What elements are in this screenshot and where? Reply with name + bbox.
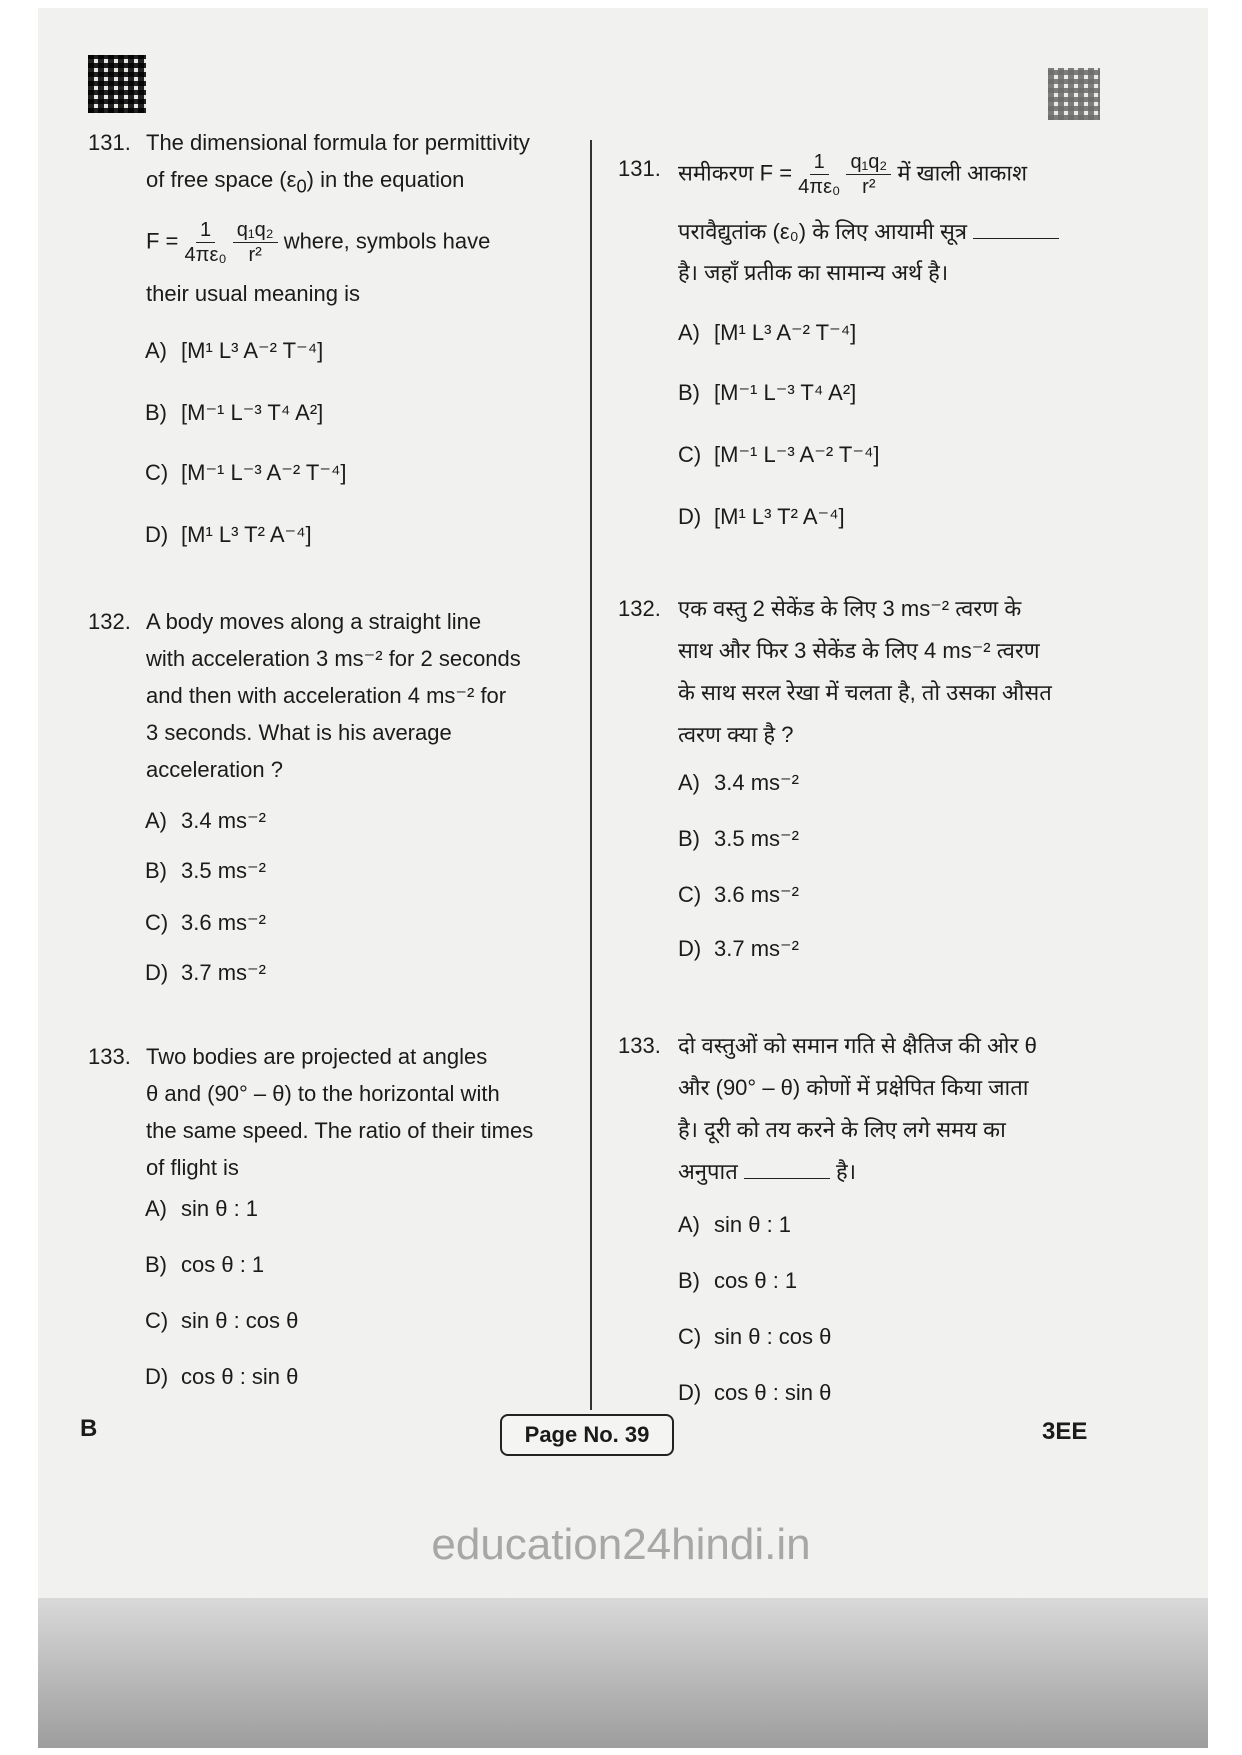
question-line: परावैद्युतांक (ε₀) के लिए आयामी सूत्र	[678, 213, 1098, 250]
fraction: $\frac{1}{\text{4πε₀}}$	[798, 151, 841, 198]
question-line: Two bodies are projected at angles	[146, 1044, 488, 1069]
question-line: साथ और फिर 3 सेकेंड के लिए 4 ms⁻² त्वरण	[678, 638, 1040, 663]
watermark-text: education24hindi.in	[431, 1520, 811, 1569]
option-c[interactable]: C) 3.6 ms⁻²	[145, 910, 266, 935]
answer-blank	[973, 220, 1059, 239]
question-number: 131.	[88, 130, 131, 155]
option-b[interactable]: B) 3.5 ms⁻²	[678, 826, 799, 851]
fraction: $\frac{\text{q₁q₂}}{\text{r²}}$	[233, 218, 278, 267]
scanner-shadow	[38, 1598, 1208, 1748]
question-number: 133.	[618, 1033, 661, 1058]
fraction: $\frac{\text{q₁q₂}}{\text{r²}}$	[846, 150, 891, 199]
option-b[interactable]: B) cos θ : 1	[145, 1252, 265, 1277]
option-b[interactable]: B) [M⁻¹ L⁻³ T⁴ A²]	[145, 400, 324, 425]
question-line: 3 seconds. What is his average	[146, 720, 452, 745]
page-number: Page No. 39	[500, 1414, 674, 1456]
question-line: एक वस्तु 2 सेकेंड के लिए 3 ms⁻² त्वरण के	[678, 596, 1022, 621]
option-c[interactable]: C) [M⁻¹ L⁻³ A⁻² T⁻⁴]	[145, 460, 347, 485]
qr-code-left	[88, 55, 146, 113]
question-line: दो वस्तुओं को समान गति से क्षैतिज की ओर θ	[678, 1033, 1037, 1058]
option-c[interactable]: C) sin θ : cos θ	[678, 1324, 832, 1349]
option-d[interactable]: D) cos θ : sin θ	[678, 1380, 832, 1405]
option-a[interactable]: A) [M¹ L³ A⁻² T⁻⁴]	[678, 320, 857, 345]
option-a[interactable]: A) [M¹ L³ A⁻² T⁻⁴]	[145, 338, 324, 363]
equation: F = $\frac{1}{\text{4πε₀}}$ $\frac{\text{q₁q₂}}{\text{r²}}$ where, symbols have	[146, 219, 491, 267]
option-d[interactable]: D) 3.7 ms⁻²	[678, 936, 799, 961]
column-divider	[590, 140, 592, 1410]
question-line: त्वरण क्या है ?	[678, 722, 794, 747]
question-line: of flight is	[146, 1155, 239, 1180]
option-a[interactable]: A) 3.4 ms⁻²	[145, 808, 266, 833]
option-d[interactable]: D) [M¹ L³ T² A⁻⁴]	[145, 522, 312, 547]
option-d[interactable]: D) 3.7 ms⁻²	[145, 960, 266, 985]
question-line: θ and (90° – θ) to the horizontal with	[146, 1081, 500, 1106]
question-line: of free space $(\varepsilon_0)$ in the equation	[146, 167, 465, 197]
series-label: B	[80, 1415, 98, 1442]
question-line: अनुपात है।	[678, 1159, 857, 1184]
question-number: 132.	[88, 609, 131, 634]
question-line: The dimensional formula for permittivity	[146, 130, 530, 155]
equation: समीकरण F = $\frac{1}{\text{4πε₀}}$ $\frac{\text{q₁q₂}}{\text{r²}}$ में खाली आकाश	[678, 151, 1028, 198]
option-d[interactable]: D) cos θ : sin θ	[145, 1364, 299, 1389]
option-a[interactable]: A) sin θ : 1	[145, 1196, 259, 1221]
question-line: the same speed. The ratio of their times	[146, 1118, 534, 1143]
answer-blank	[744, 1160, 830, 1179]
question-line: है। दूरी को तय करने के लिए लगे समय का	[678, 1117, 1006, 1142]
option-d[interactable]: D) [M¹ L³ T² A⁻⁴]	[678, 504, 845, 529]
question-line: और (90° – θ) कोणों में प्रक्षेपित किया जाता	[678, 1075, 1029, 1100]
question-line: and then with acceleration 4 ms⁻² for	[146, 683, 507, 708]
option-b[interactable]: B) 3.5 ms⁻²	[145, 858, 266, 883]
question-line: their usual meaning is	[146, 281, 361, 307]
paper-code: 3EE	[1042, 1418, 1088, 1445]
question-line: A body moves along a straight line	[146, 609, 482, 634]
question-line: है। जहाँ प्रतीक का सामान्य अर्थ है।	[678, 260, 949, 285]
fraction: $\frac{1}{\text{4πε₀}}$	[184, 219, 227, 267]
qr-code-right	[1048, 68, 1100, 120]
question-line: acceleration ?	[146, 757, 283, 782]
option-c[interactable]: C) sin θ : cos θ	[145, 1308, 299, 1333]
option-b[interactable]: B) cos θ : 1	[678, 1268, 798, 1293]
option-a[interactable]: A) sin θ : 1	[678, 1212, 792, 1237]
option-c[interactable]: C) [M⁻¹ L⁻³ A⁻² T⁻⁴]	[678, 442, 880, 467]
question-line: के साथ सरल रेखा में चलता है, तो उसका औसत	[678, 680, 1052, 705]
option-b[interactable]: B) [M⁻¹ L⁻³ T⁴ A²]	[678, 380, 857, 405]
question-number: 131.	[618, 156, 661, 181]
question-number: 133.	[88, 1044, 131, 1069]
question-number: 132.	[618, 596, 661, 621]
question-line: with acceleration 3 ms⁻² for 2 seconds	[146, 646, 521, 671]
option-c[interactable]: C) 3.6 ms⁻²	[678, 882, 799, 907]
option-a[interactable]: A) 3.4 ms⁻²	[678, 770, 799, 795]
